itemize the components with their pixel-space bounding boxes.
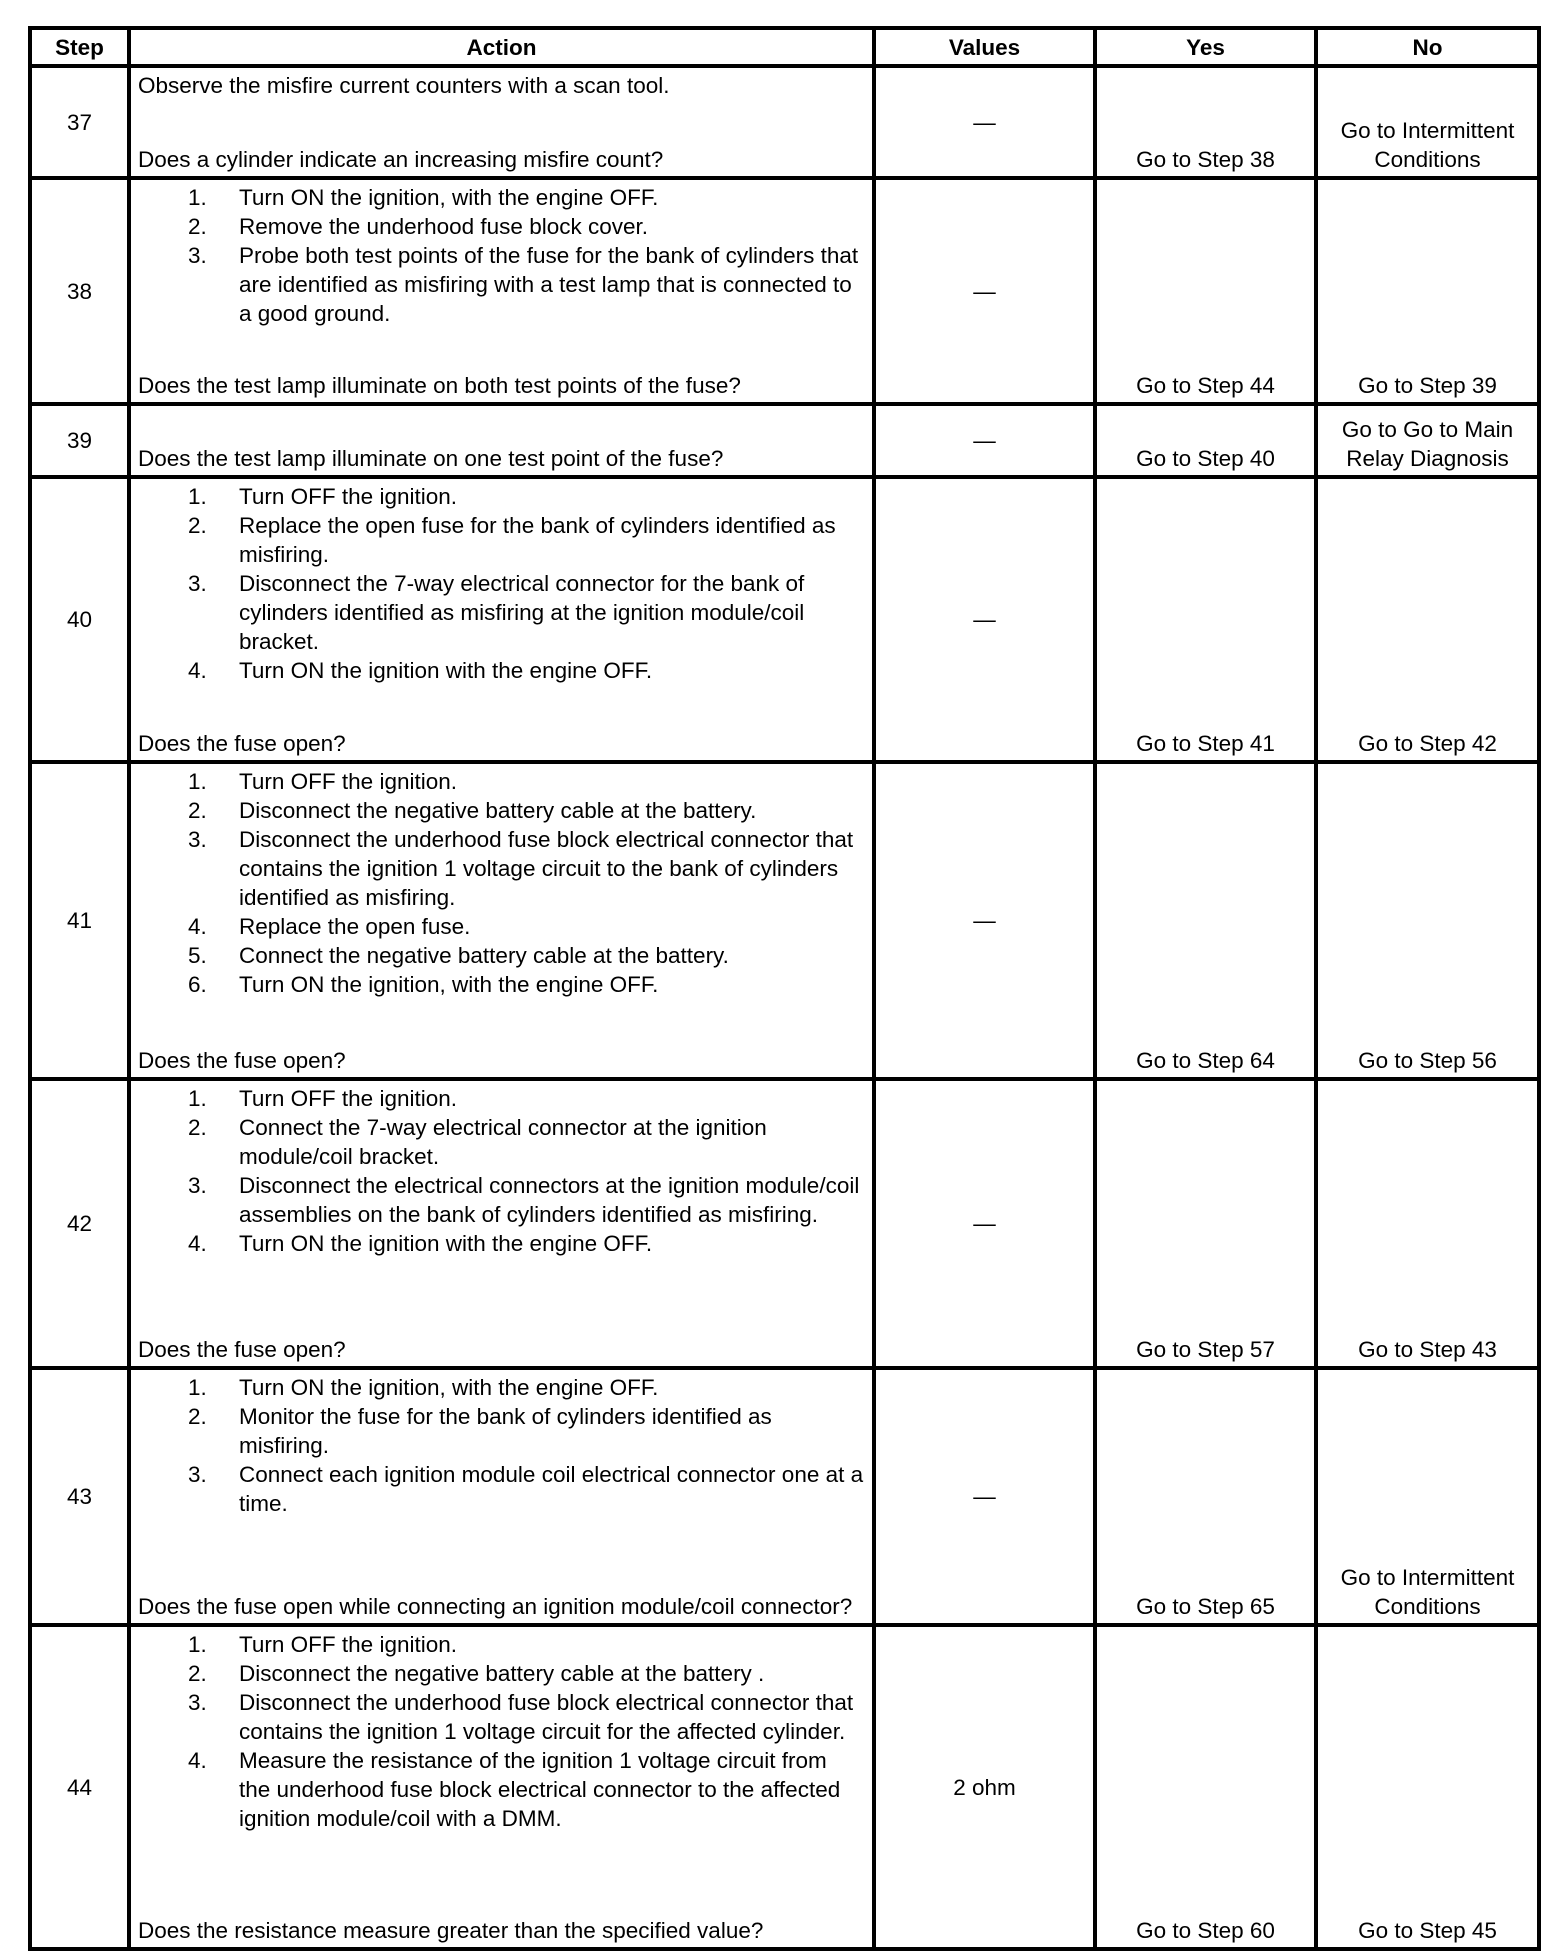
action-step [138,796,864,825]
action-step-text: Turn ON the ignition, with the engine OFF. [239,972,659,997]
action-step [138,1113,864,1171]
action-instructions [138,1084,864,1258]
action-step-list [138,183,864,328]
action-step [138,511,864,569]
action-step-number: 3. [188,571,207,596]
action-step [138,1373,864,1402]
value-cell: — [874,1368,1095,1625]
action-step-number: 1. [188,1375,207,1400]
action-instructions [138,767,864,999]
header-no: No [1316,28,1539,66]
action-step-number: 3. [188,1462,207,1487]
value-cell: — [874,178,1095,404]
step-number: 40 [30,477,129,762]
action-step-text: Probe both test points of the fuse for the bank of cylinders that are identified as misfiring with a test lamp that is connected to a good ground. [239,243,859,326]
table-row [30,404,1539,477]
action-question: Does the test lamp illuminate on both test points of the fuse? [138,373,741,398]
action-step-text: Turn OFF the ignition. [239,1086,458,1111]
action-step-number: 1. [188,1632,207,1657]
action-cell [129,66,874,178]
action-question: Does the fuse open? [138,1048,346,1073]
action-step [138,1460,864,1518]
action-intro: Observe the misfire current counters with a scan tool. [138,73,670,98]
action-step-text: Connect each ignition module coil electrical connector one at a time. [239,1462,864,1516]
value-cell: — [874,1079,1095,1368]
action-step [138,1402,864,1460]
yes-cell: Go to Step 44 [1095,178,1316,404]
table-row [30,1625,1539,1949]
action-cell [129,477,874,762]
header-values: Values [874,28,1095,66]
action-step-text: Turn ON the ignition with the engine OFF. [239,658,653,683]
action-step [138,656,864,685]
action-step-text: Disconnect the underhood fuse block electrical connector that contains the ignition 1 voltage circuit to the bank of cylinders identified as misfiring. [239,827,854,910]
action-instructions [138,183,864,328]
action-step-number: 4. [188,914,207,939]
action-step-number: 2. [188,1404,207,1429]
action-step-number: 4. [188,1748,207,1773]
action-step-number: 3. [188,1690,207,1715]
action-step-text: Remove the underhood fuse block cover. [239,214,648,239]
action-step-number: 6. [188,972,207,997]
step-number: 39 [30,404,129,477]
action-step-text: Disconnect the 7-way electrical connector for the bank of cylinders identified as misfiring at the ignition module/coil bracket. [239,571,805,654]
action-step-text: Disconnect the electrical connectors at the ignition module/coil assemblies on the bank of cylinders identified as misfiring. [239,1173,860,1227]
value-cell: — [874,762,1095,1079]
action-step-text: Turn ON the ignition, with the engine OFF. [239,1375,659,1400]
action-step-number: 3. [188,827,207,852]
action-cell [129,404,874,477]
action-question: Does a cylinder indicate an increasing misfire count? [138,147,664,172]
action-cell [129,1368,874,1625]
action-content [131,479,872,760]
action-step [138,1659,864,1688]
step-number: 38 [30,178,129,404]
action-step-text: Turn OFF the ignition. [239,769,458,794]
value-cell: — [874,404,1095,477]
action-cell [129,1079,874,1368]
no-cell: Go to Step 45 [1316,1625,1539,1949]
action-cell [129,762,874,1079]
action-question: Does the resistance measure greater than the specified value? [138,1918,764,1943]
yes-cell: Go to Step 64 [1095,762,1316,1079]
no-cell: Go to Intermittent Conditions [1316,66,1539,178]
action-instructions [138,71,864,100]
action-step-text: Connect the 7-way electrical connector at the ignition module/coil bracket. [239,1115,767,1169]
action-step-number: 3. [188,243,207,268]
yes-cell: Go to Step 57 [1095,1079,1316,1368]
action-question: Does the fuse open while connecting an ignition module/coil connector? [138,1594,853,1619]
action-step-list [138,1373,864,1518]
diagnostic-table-container [28,26,1541,1951]
header-step: Step [30,28,129,66]
action-step-number: 4. [188,658,207,683]
action-step-text: Turn ON the ignition with the engine OFF. [239,1231,653,1256]
action-content [131,1627,872,1947]
action-step-number: 1. [188,1086,207,1111]
action-content [131,180,872,402]
action-content [131,1370,872,1623]
action-step-text: Turn OFF the ignition. [239,484,458,509]
action-content [131,406,872,475]
no-cell: Go to Intermittent Conditions [1316,1368,1539,1625]
yes-cell: Go to Step 38 [1095,66,1316,178]
action-step-list [138,1084,864,1258]
no-cell: Go to Go to Main Relay Diagnosis [1316,404,1539,477]
action-step-number: 1. [188,484,207,509]
action-step [138,970,864,999]
step-number: 41 [30,762,129,1079]
action-content [131,1081,872,1366]
action-step [138,1084,864,1113]
action-step-text: Monitor the fuse for the bank of cylinders identified as misfiring. [239,1404,772,1458]
header-action: Action [129,28,874,66]
action-step-number: 2. [188,798,207,823]
action-step-list [138,1630,864,1833]
action-step [138,767,864,796]
header-row [30,28,1539,66]
action-cell [129,1625,874,1949]
action-step-number: 2. [188,513,207,538]
action-step [138,825,864,912]
action-step [138,1630,864,1659]
action-step-number: 2. [188,214,207,239]
yes-cell: Go to Step 40 [1095,404,1316,477]
action-step-text: Replace the open fuse for the bank of cylinders identified as misfiring. [239,513,836,567]
action-step [138,941,864,970]
action-question: Does the fuse open? [138,731,346,756]
action-content [131,764,872,1077]
action-instructions [138,1373,864,1518]
action-step [138,1171,864,1229]
action-step-list [138,482,864,685]
action-instructions [138,1630,864,1833]
action-step-number: 1. [188,769,207,794]
yes-cell: Go to Step 60 [1095,1625,1316,1949]
no-cell: Go to Step 56 [1316,762,1539,1079]
table-row [30,1368,1539,1625]
action-question: Does the fuse open? [138,1337,346,1362]
action-step-list [138,767,864,999]
step-number: 37 [30,66,129,178]
value-cell: 2 ohm [874,1625,1095,1949]
table-row [30,762,1539,1079]
action-step-text: Disconnect the underhood fuse block electrical connector that contains the ignition 1 voltage circuit for the affected cylinder. [239,1690,854,1744]
action-step-number: 2. [188,1115,207,1140]
value-cell: — [874,477,1095,762]
action-step-number: 3. [188,1173,207,1198]
diagnostic-table [28,26,1541,1951]
action-cell [129,178,874,404]
step-number: 43 [30,1368,129,1625]
action-step [138,912,864,941]
step-number: 42 [30,1079,129,1368]
action-step-text: Replace the open fuse. [239,914,471,939]
table-row [30,477,1539,762]
no-cell: Go to Step 42 [1316,477,1539,762]
action-question: Does the test lamp illuminate on one test point of the fuse? [138,446,724,471]
yes-cell: Go to Step 65 [1095,1368,1316,1625]
table-row [30,178,1539,404]
action-step-number: 1. [188,185,207,210]
action-step [138,241,864,328]
action-step-text: Turn OFF the ignition. [239,1632,458,1657]
action-step-text: Measure the resistance of the ignition 1 voltage circuit from the underhood fuse block electrical connector to the affected ignition module/coil with a DMM. [239,1748,841,1831]
action-step-text: Disconnect the negative battery cable at the battery . [239,1661,765,1686]
no-cell: Go to Step 43 [1316,1079,1539,1368]
action-step [138,212,864,241]
action-step-text: Disconnect the negative battery cable at the battery. [239,798,757,823]
value-cell: — [874,66,1095,178]
action-content [131,68,872,176]
action-step [138,482,864,511]
action-step [138,1746,864,1833]
table-row [30,66,1539,178]
action-step-number: 2. [188,1661,207,1686]
yes-cell: Go to Step 41 [1095,477,1316,762]
action-step-text: Connect the negative battery cable at the battery. [239,943,729,968]
action-step [138,1229,864,1258]
action-step [138,569,864,656]
action-step-text: Turn ON the ignition, with the engine OFF. [239,185,659,210]
action-step [138,1688,864,1746]
action-instructions [138,482,864,685]
step-number: 44 [30,1625,129,1949]
table-row [30,1079,1539,1368]
action-step-number: 5. [188,943,207,968]
action-step-number: 4. [188,1231,207,1256]
no-cell: Go to Step 39 [1316,178,1539,404]
action-step [138,183,864,212]
header-yes: Yes [1095,28,1316,66]
